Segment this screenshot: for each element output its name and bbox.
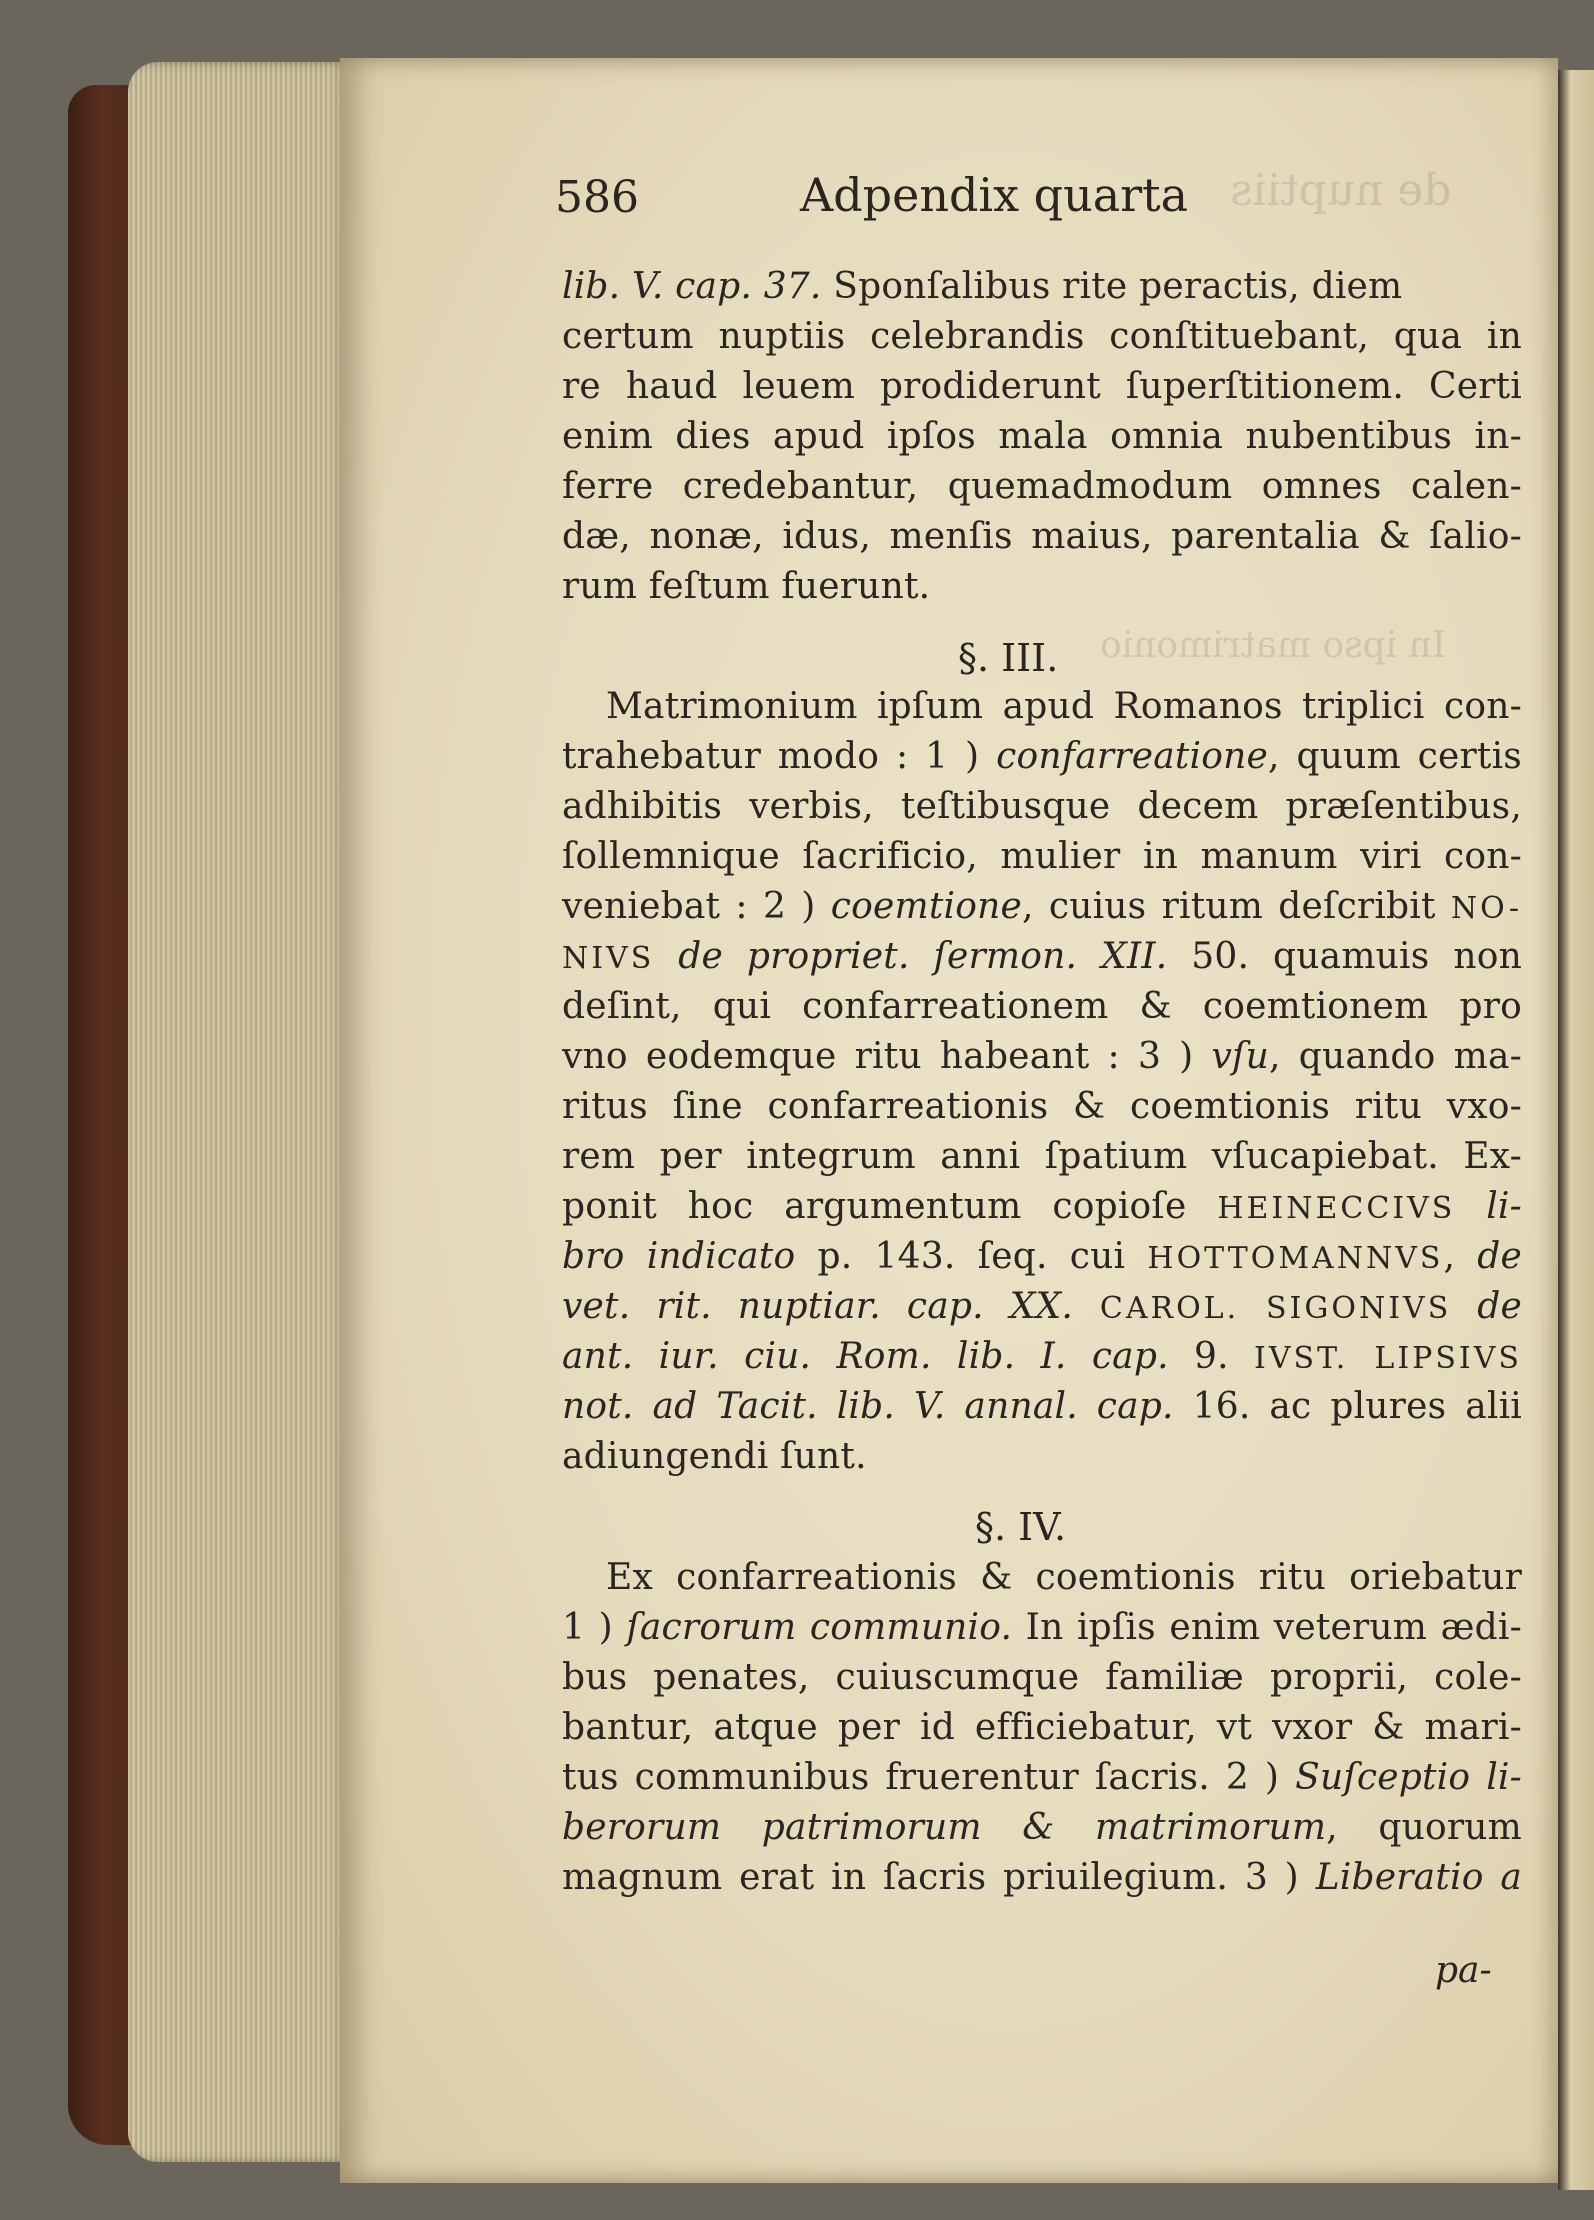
text-line: rem per integrum anni ſpatium vſucapiebat. Ex- xyxy=(562,1136,1522,1177)
text-line xyxy=(562,262,1522,312)
citation: lib. V. cap. 37. xyxy=(562,266,822,307)
text-line: certum nuptiis celebrandis conſtituebant, qua in xyxy=(562,316,1522,357)
text-line: not. ad Tacit. lib. V. annal. cap. 16. ac plures alii xyxy=(562,1386,1522,1427)
text-line: ant. iur. ciu. Rom. lib. I. cap. 9. IVST. LIPSIVS xyxy=(562,1336,1522,1377)
text-line: rum feſtum fuerunt. xyxy=(562,566,931,607)
page-number: 586 xyxy=(555,172,639,223)
text-line: veniebat : 2 ) coemtione, cuius ritum deſcribit NO- xyxy=(562,886,1522,927)
section-heading: §. IV. xyxy=(975,1505,1067,1549)
text-line: Matrimonium ipſum apud Romanos triplici con- xyxy=(606,686,1522,727)
text-span: Sponſalibus rite peractis, diem xyxy=(821,266,1403,307)
page-block-edges xyxy=(128,62,350,2162)
section-heading: §. III. xyxy=(958,636,1059,680)
text-line: ferre credebantur, quemadmodum omnes calen- xyxy=(562,466,1522,507)
text-line: bantur, atque per id efficiebatur, vt vxor & mari- xyxy=(562,1707,1522,1748)
text-line: re haud leuem prodiderunt ſuperſtitionem. Certi xyxy=(562,366,1522,407)
text-line: enim dies apud ipſos mala omnia nubentibus in- xyxy=(562,416,1522,457)
text-line: tus communibus fruerentur ſacris. 2 ) Suſceptio li- xyxy=(562,1757,1522,1798)
text-line: adiungendi ſunt. xyxy=(562,1436,867,1477)
text-line: adhibitis verbis, teſtibusque decem præſentibus, xyxy=(562,786,1522,827)
text-line: 1 ) ſacrorum communio. In ipſis enim veterum ædi- xyxy=(562,1607,1523,1648)
text-line: ponit hoc argumentum copioſe HEINECCIVS li- xyxy=(562,1186,1522,1227)
text-line: bus penates, cuiuscumque familiæ proprii, cole- xyxy=(562,1657,1522,1698)
page-title: Adpendix quarta xyxy=(800,168,1189,222)
catchword: pa- xyxy=(1435,1950,1492,1991)
text-line: NIVS de propriet. ſermon. XII. 50. quamuis non xyxy=(562,936,1522,977)
text-line: dæ, nonæ, idus, menſis maius, parentalia & ſalio- xyxy=(562,516,1522,557)
bleed-through-text: In ipso matrimonio xyxy=(1100,625,1446,666)
bleed-through-text: de nuptiis xyxy=(1230,165,1452,216)
text-line: vno eodemque ritu habeant : 3 ) vſu, quando ma- xyxy=(562,1036,1522,1077)
text-line: trahebatur modo : 1 ) confarreatione, quum certis xyxy=(562,736,1522,777)
facing-page-sliver xyxy=(1558,70,1594,2190)
text-line: ſollemnique ſacrificio, mulier in manum viri con- xyxy=(562,836,1522,877)
text-line: magnum erat in ſacris priuilegium. 3 ) Liberatio a xyxy=(562,1857,1523,1898)
text-line: deſint, qui confarreationem & coemtionem pro xyxy=(562,986,1522,1027)
text-line: Ex confarreationis & coemtionis ritu oriebatur xyxy=(606,1557,1522,1598)
text-line: bro indicato p. 143. ſeq. cui HOTTOMANNVS, de xyxy=(562,1236,1522,1277)
text-line: berorum patrimorum & matrimorum, quorum xyxy=(562,1807,1522,1848)
text-line: ritus ſine confarreationis & coemtionis ritu vxo- xyxy=(562,1086,1522,1127)
text-line: vet. rit. nuptiar. cap. XX. CAROL. SIGONIVS de xyxy=(562,1286,1522,1327)
